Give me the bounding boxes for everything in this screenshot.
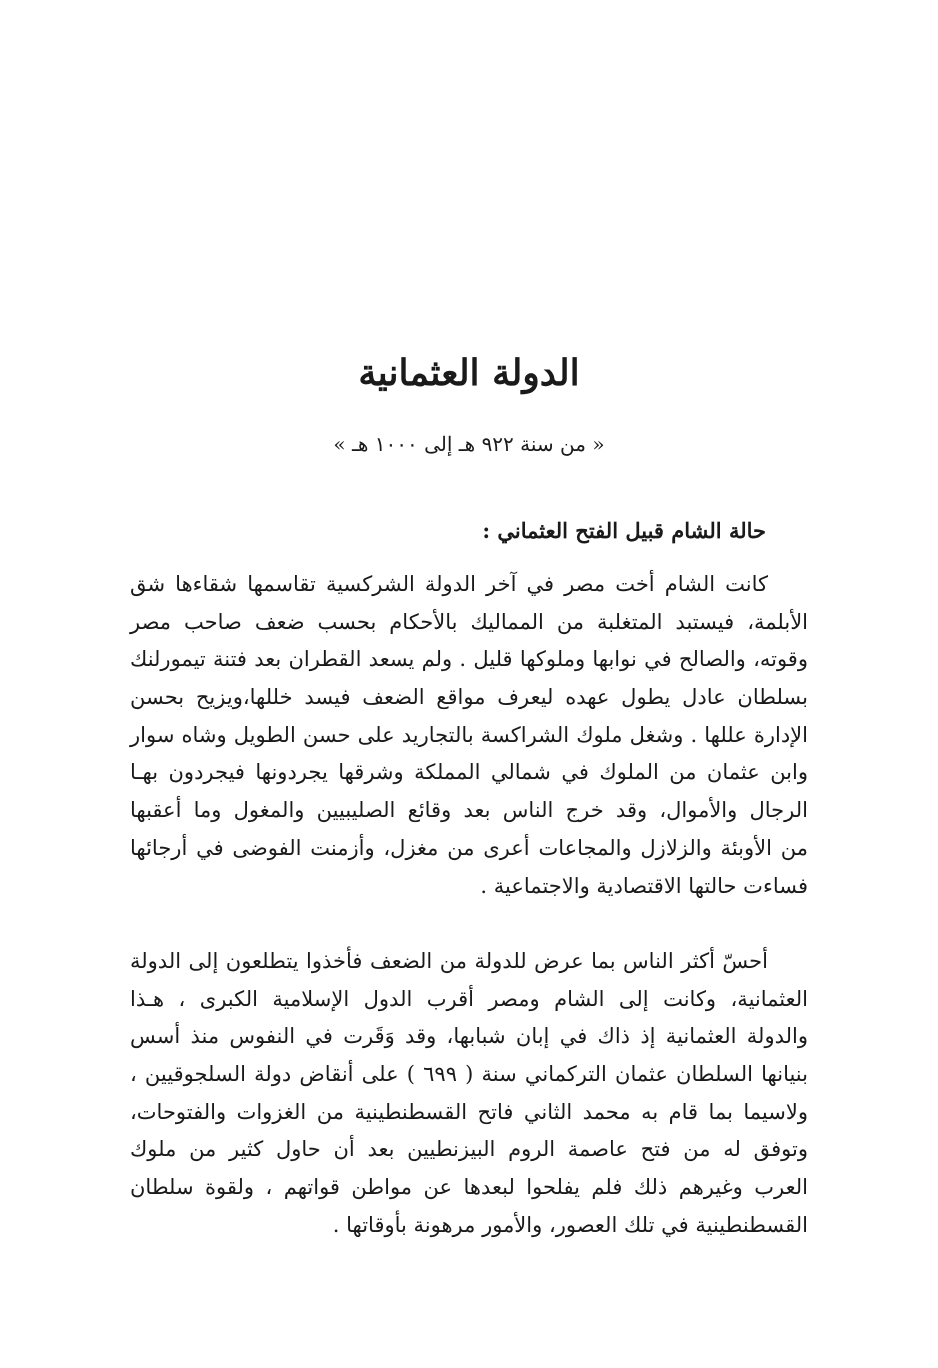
paragraph-1	[130, 566, 808, 905]
text-line: أحسّ أكثر الناس بما عرض للدولة من الضعف فأخذوا يتطلعون إلى الدولة	[130, 949, 768, 973]
text-line: كانت الشام أخت مصر في آخر الدولة الشركسية تقاسمها شقاءها شق	[130, 572, 768, 596]
text-line: فساءت حالتها الاقتصادية والاجتماعية .	[480, 873, 808, 898]
text-line: والدولة العثمانية إذ ذاك في إبان شبابها، وقد وَقَرت في النفوس منذ أسس	[130, 1024, 808, 1049]
text-line: العرب وغيرهم ذلك فلم يفلحوا لبعدها عن مواطن قواتهم ، ولقوة سلطان	[130, 1175, 808, 1200]
text-line: وتوفق له من فتح عاصمة الروم البيزنطيين بعد أن حاول كثير من ملوك	[130, 1137, 808, 1162]
text-line: الرجال والأموال، وقد خرج الناس بعد وقائع الصليبيين والمغول وما أعقبها	[130, 798, 808, 823]
section-heading: حالة الشام قبيل الفتح العثماني :	[482, 518, 766, 543]
text-line: وقوته، والصالح في نوابها وملوكها قليل . ولم يسعد القطران بعد فتنة تيمورلنك	[130, 647, 808, 672]
text-line: بسلطان عادل يطول عهده ليعرف مواقع الضعف فيسد خللها،ويزيح بحسن	[130, 685, 808, 710]
text-line: بنيانها السلطان عثمان التركماني سنة ( ٦٩٩ ) على أنقاض دولة السلجوقيين ،	[130, 1062, 808, 1087]
paragraph-2	[130, 943, 808, 1245]
text-line: الأبلمة، فيستبد المتغلبة من المماليك بالأحكام بحسب ضعف صاحب مصر	[130, 609, 808, 634]
page-title: الدولة العثمانية	[358, 352, 580, 394]
text-line: وابن عثمان من الملوك في شمالي المملكة وشرقها يجردونها فيجردون بهـا	[130, 760, 808, 785]
date-range-subtitle: « من سنة ٩٢٢ هـ إلى ١٠٠٠ هـ »	[333, 432, 605, 456]
text-line: من الأوبئة والزلازل والمجاعات أعرى من مغزل، وأزمنت الفوضى في أرجائها	[130, 835, 808, 860]
text-line: القسطنطينية في تلك العصور، والأمور مرهونة بأوقاتها .	[332, 1212, 808, 1237]
text-line: العثمانية، وكانت إلى الشام ومصر أقرب الدول الإسلامية الكبرى ، هـذا	[130, 986, 808, 1011]
text-line: ولاسيما بما قام به محمد الثاني فاتح القسطنطينية من الغزوات والفتوحات،	[130, 1099, 808, 1124]
text-line: الإدارة عللها . وشغل ملوك الشراكسة بالتجاريد على حسن الطويل وشاه سوار	[130, 722, 808, 747]
